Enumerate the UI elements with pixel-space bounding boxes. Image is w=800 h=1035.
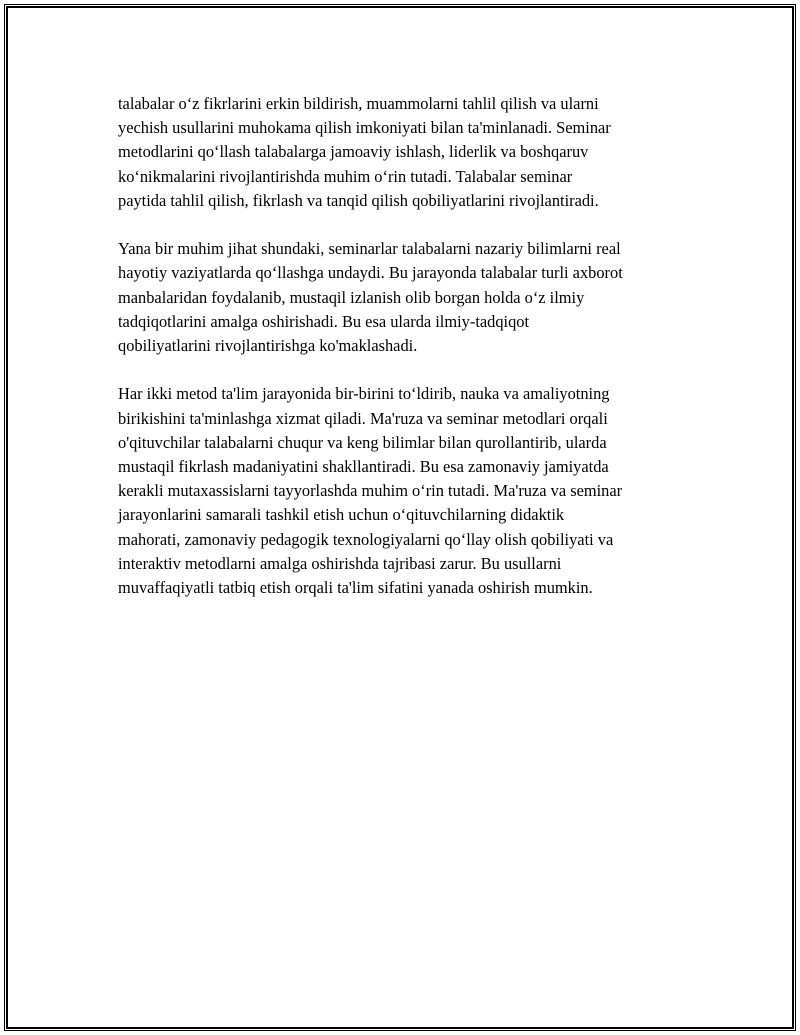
text-line: metodlarini qo‘llash talabalarga jamoaviy ishlash, liderlik va boshqaruv	[118, 142, 589, 162]
text-line: talabalar o‘z fikrlarini erkin bildirish, muammolarni tahlil qilish va ularni	[118, 94, 599, 113]
paragraph-3	[118, 382, 703, 600]
text-line: interaktiv metodlarni amalga oshirishda tajribasi zarur. Bu usullarni	[118, 553, 562, 573]
text-line: qobiliyatlarini rivojlantirishga ko'maklashadi.	[118, 336, 418, 356]
document-body	[118, 92, 703, 624]
text-line: Har ikki metod ta'lim jarayonida bir-birini to‘ldirib, nauka va amaliyotning	[118, 384, 610, 404]
text-line: o'qituvchilar talabalarni chuqur va keng bilimlar bilan qurollantirib, ularda	[118, 432, 607, 452]
paragraph-1	[118, 92, 703, 213]
paragraph-2	[118, 237, 703, 358]
text-line: tadqiqotlarini amalga oshirishadi. Bu esa ularda ilmiy-tadqiqot	[118, 311, 530, 331]
text-line: yechish usullarini muhokama qilish imkoniyati bilan ta'minlanadi. Seminar	[118, 118, 611, 138]
text-line: manbalaridan foydalanib, mustaqil izlanish olib borgan holda o‘z ilmiy	[118, 287, 585, 307]
text-line: kerakli mutaxassislarni tayyorlashda muhim o‘rin tutadi. Ma'ruza va seminar	[118, 481, 623, 501]
text-line: mahorati, zamonaviy pedagogik texnologiyalarni qo‘llay olish qobiliyati va	[118, 529, 614, 549]
text-line: mustaqil fikrlash madaniyatini shakllantiradi. Bu esa zamonaviy jamiyatda	[118, 457, 609, 477]
text-line: muvaffaqiyatli tatbiq etish orqali ta'lim sifatini yanada oshirish mumkin.	[118, 578, 593, 598]
text-line: birikishini ta'minlashga xizmat qiladi. Ma'ruza va seminar metodlari orqali	[118, 408, 608, 428]
text-line: Yana bir muhim jihat shundaki, seminarlar talabalarni nazariy bilimlarni real	[118, 239, 621, 259]
text-line: hayotiy vaziyatlarda qo‘llashga undaydi. Bu jarayonda talabalar turli axborot	[118, 263, 623, 283]
text-line: paytida tahlil qilish, fikrlash va tanqid qilish qobiliyatlarini rivojlantiradi.	[118, 190, 599, 210]
text-line: jarayonlarini samarali tashkil etish uchun o‘qituvchilarning didaktik	[118, 505, 565, 525]
text-line: ko‘nikmalarini rivojlantirishda muhim o‘rin tutadi. Talabalar seminar	[118, 166, 573, 186]
